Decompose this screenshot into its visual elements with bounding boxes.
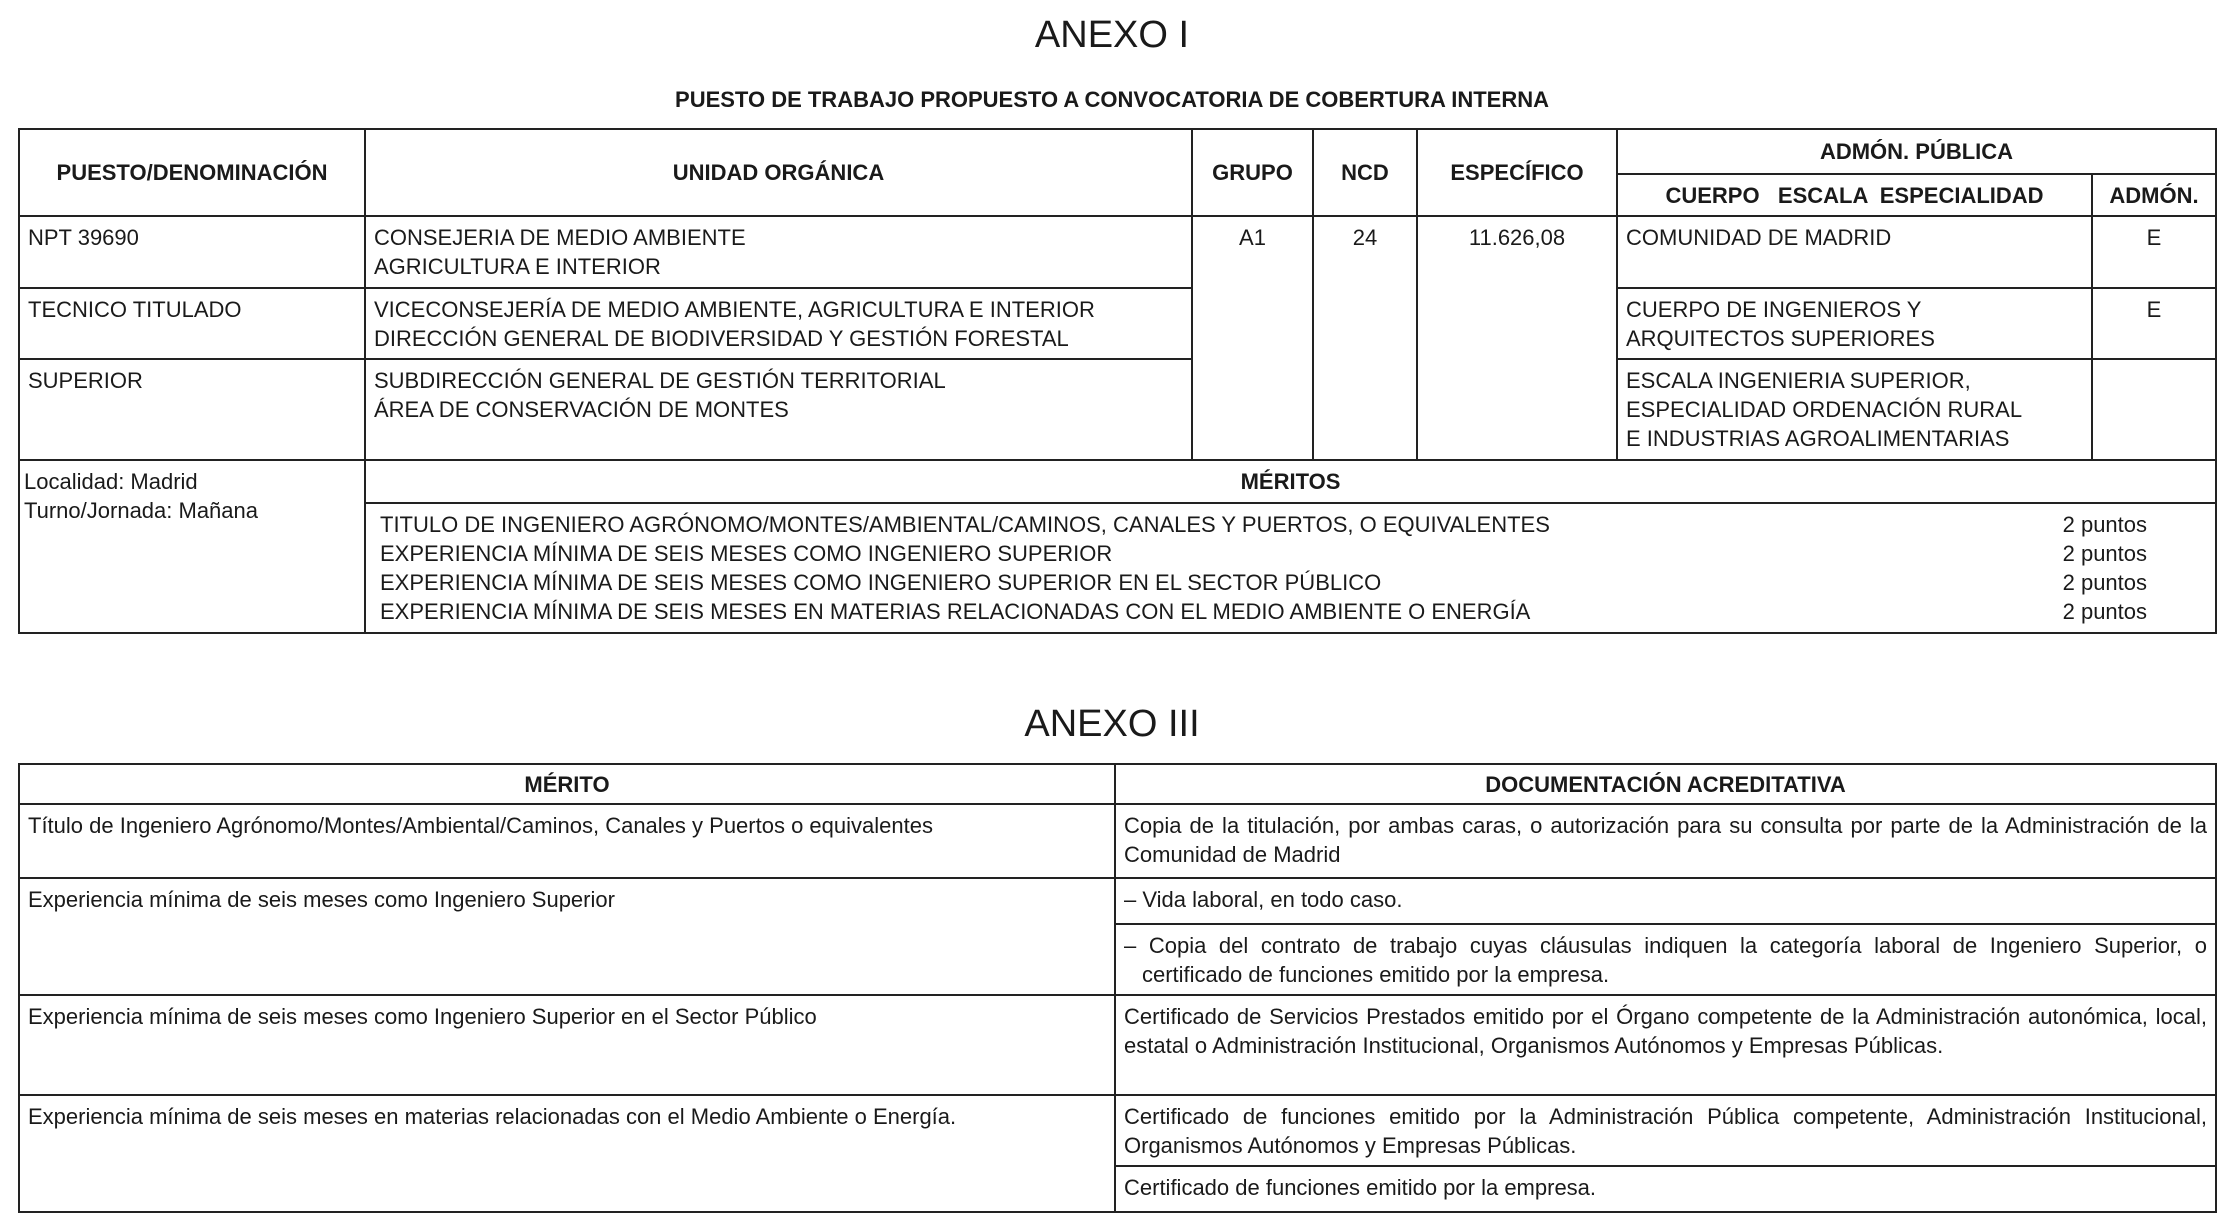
header-admon-publica: ADMÓN. PÚBLICA bbox=[1617, 129, 2216, 174]
unidad-line: AGRICULTURA E INTERIOR bbox=[374, 254, 661, 279]
header-ncd: NCD bbox=[1313, 129, 1417, 216]
anexo-i-title: ANEXO I bbox=[1034, 14, 1190, 56]
merito-text: TITULO DE INGENIERO AGRÓNOMO/MONTES/AMBIENTAL/CAMINOS, CANALES Y PUERTOS, O EQUIVALENTES bbox=[380, 512, 1550, 537]
unidad-line: DIRECCIÓN GENERAL DE BIODIVERSIDAD Y GESTIÓN FORESTAL bbox=[374, 326, 1069, 351]
anexo-i-subtitle: PUESTO DE TRABAJO PROPUESTO A CONVOCATORIA DE COBERTURA INTERNA bbox=[675, 87, 1549, 112]
header-cuerpo: CUERPO ESCALA ESPECIALIDAD bbox=[1617, 174, 2092, 216]
merito-text: EXPERIENCIA MÍNIMA DE SEIS MESES COMO INGENIERO SUPERIOR EN EL SECTOR PÚBLICO bbox=[380, 570, 1382, 595]
puesto-cell: TECNICO TITULADO bbox=[19, 288, 365, 359]
cuerpo-cell bbox=[1617, 216, 2092, 288]
merito-cell: Experiencia mínima de seis meses como Ingeniero Superior bbox=[19, 878, 1115, 995]
header-unidad: UNIDAD ORGÁNICA bbox=[365, 129, 1192, 216]
merito-text: EXPERIENCIA MÍNIMA DE SEIS MESES EN MATERIAS RELACIONADAS CON EL MEDIO AMBIENTE O ENERGÍA bbox=[380, 599, 1531, 624]
doc-cell: Certificado de Servicios Prestados emitido por el Órgano competente de la Administración autonómica, local, estatal o Administración Institucional, Organismos Autónomos y Empresas Públicas. bbox=[1115, 995, 2216, 1095]
admon-cell: E bbox=[2092, 288, 2216, 359]
merito-points: 2 puntos bbox=[2062, 541, 2148, 566]
table-row bbox=[19, 288, 2216, 359]
table-row bbox=[19, 804, 2216, 878]
meritos-header: MÉRITOS bbox=[365, 460, 2216, 503]
unidad-cell bbox=[365, 288, 1192, 359]
localidad: Localidad: Madrid bbox=[24, 469, 198, 494]
merito-cell: Experiencia mínima de seis meses en materias relacionadas con el Medio Ambiente o Energía. bbox=[19, 1095, 1115, 1212]
unidad-line: VICECONSEJERÍA DE MEDIO AMBIENTE, AGRICULTURA E INTERIOR bbox=[374, 297, 1095, 322]
doc-cell: – Copia del contrato de trabajo cuyas cláusulas indiquen la categoría laboral de Ingeniero Superior, o certificado de funciones emitido por la empresa. bbox=[1115, 924, 2216, 995]
unidad-cell bbox=[365, 216, 1192, 288]
cuerpo-line: CUERPO DE INGENIEROS Y bbox=[1626, 297, 1922, 322]
cuerpo-line: ESPECIALIDAD ORDENACIÓN RURAL bbox=[1626, 397, 2023, 422]
doc-cell: – Vida laboral, en todo caso. bbox=[1115, 878, 2216, 924]
localidad-cell bbox=[19, 460, 365, 633]
cuerpo-line: E INDUSTRIAS AGROALIMENTARIAS bbox=[1626, 426, 2010, 451]
table-row bbox=[19, 1095, 2216, 1166]
merito-item bbox=[374, 510, 2207, 539]
cuerpo-cell bbox=[1617, 288, 2092, 359]
unidad-line: CONSEJERIA DE MEDIO AMBIENTE bbox=[374, 225, 746, 250]
turno: Turno/Jornada: Mañana bbox=[24, 498, 258, 523]
merito-text: EXPERIENCIA MÍNIMA DE SEIS MESES COMO INGENIERO SUPERIOR bbox=[380, 541, 1113, 566]
admon-cell: E bbox=[2092, 216, 2216, 288]
header-grupo: GRUPO bbox=[1192, 129, 1313, 216]
merito-item bbox=[374, 539, 2207, 568]
anexo-iii-table bbox=[18, 763, 2217, 1213]
table-row bbox=[19, 359, 2216, 460]
doc-cell: Copia de la titulación, por ambas caras, o autorización para su consulta por parte de la Administración de la Comunidad de Madrid bbox=[1115, 804, 2216, 878]
unidad-line: ÁREA DE CONSERVACIÓN DE MONTES bbox=[374, 397, 789, 422]
puesto-cell: SUPERIOR bbox=[19, 359, 365, 460]
header-admon: ADMÓN. bbox=[2092, 174, 2216, 216]
doc-cell: Certificado de funciones emitido por la empresa. bbox=[1115, 1166, 2216, 1212]
cuerpo-cell bbox=[1617, 359, 2092, 460]
especifico-cell: 11.626,08 bbox=[1417, 216, 1617, 460]
meritos-list bbox=[365, 503, 2216, 633]
merito-points: 2 puntos bbox=[2062, 599, 2148, 624]
header-puesto: PUESTO/DENOMINACIÓN bbox=[19, 129, 365, 216]
merito-item bbox=[374, 568, 2207, 597]
puesto-cell: NPT 39690 bbox=[19, 216, 365, 288]
merito-cell: Experiencia mínima de seis meses como Ingeniero Superior en el Sector Público bbox=[19, 995, 1115, 1095]
table-row bbox=[19, 878, 2216, 924]
unidad-cell bbox=[365, 359, 1192, 460]
merito-item bbox=[374, 597, 2207, 626]
merito-points: 2 puntos bbox=[2062, 570, 2148, 595]
anexo-i-table bbox=[18, 128, 2217, 634]
cuerpo-line: COMUNIDAD DE MADRID bbox=[1626, 225, 1892, 250]
header-merito: MÉRITO bbox=[19, 764, 1115, 804]
header-especifico: ESPECÍFICO bbox=[1417, 129, 1617, 216]
admon-cell bbox=[2092, 359, 2216, 460]
grupo-cell: A1 bbox=[1192, 216, 1313, 460]
ncd-cell: 24 bbox=[1313, 216, 1417, 460]
merito-cell: Título de Ingeniero Agrónomo/Montes/Ambiental/Caminos, Canales y Puertos o equivalentes bbox=[19, 804, 1115, 878]
unidad-line: SUBDIRECCIÓN GENERAL DE GESTIÓN TERRITORIAL bbox=[374, 368, 946, 393]
cuerpo-line: ESCALA INGENIERIA SUPERIOR, bbox=[1626, 368, 1971, 393]
header-documentacion: DOCUMENTACIÓN ACREDITATIVA bbox=[1115, 764, 2216, 804]
table-row bbox=[19, 995, 2216, 1095]
doc-cell: Certificado de funciones emitido por la Administración Pública competente, Administración Institucional, Organismos Autónomos y Empresas Públicas. bbox=[1115, 1095, 2216, 1166]
cuerpo-line: ARQUITECTOS SUPERIORES bbox=[1626, 326, 1935, 351]
table-row bbox=[19, 216, 2216, 288]
merito-points: 2 puntos bbox=[2062, 512, 2148, 537]
anexo-iii-title: ANEXO III bbox=[1024, 703, 1200, 745]
